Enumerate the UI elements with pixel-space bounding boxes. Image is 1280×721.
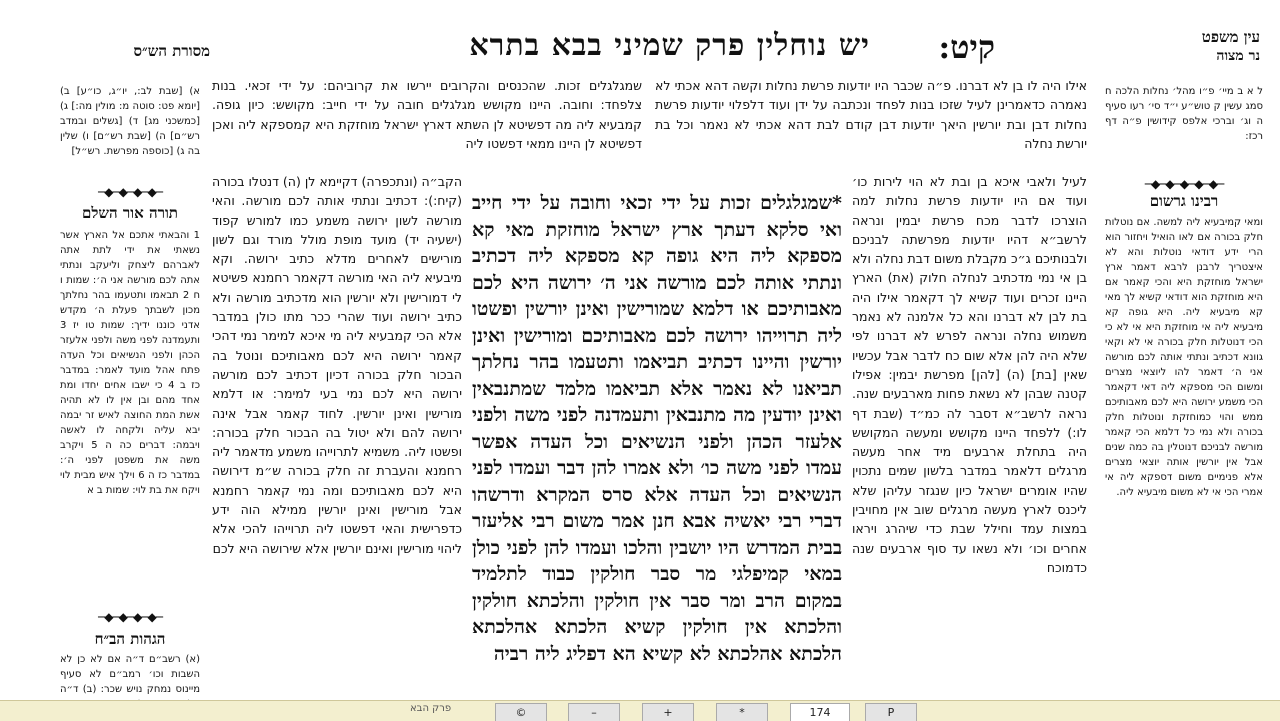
gemara-main-column [472,190,842,700]
tosafot-left-column [212,172,462,700]
page-header-title: יש נוחלין פרק שמיני בבא בתרא [469,28,870,63]
rashi-top-block [655,76,1087,172]
page-number: קיט: [938,28,995,66]
rashi-right-text: לעיל ולאבי איכא בן ובת לא הוי לירות כו׳ ועוד אם היו יודעות פרשת נחלות למה הוצרכו לדבר מכח פרשת יבמין ונראה לרשב״א דהיו יודעות מפרשתה לבניכם ולבנותיכם ג״כ מקבלת משום דבת נחלה ולא בן אי נמי מדכתיב לנחלה חלוק (את) הארץ היינו זכרים ועוד קשיא לך דקאמר אילו היה בת לבן לא דברנו והא כל אלמנה לא נאמר משמוש נחלה ונראה לפרש לא דברנו לפי שלא היה להן אלא שום כח לדבר אבל עכשיו שאין [בת] (ה) [להן] מפרשת יבמין: אפילו קטנה שבהן לא נשאת פחות מארבעים שנה. נראה לרשב״א דסבר לה כמ״ד (שבת דף לו:) ללפחד היינו מקושש ומעשה המקושש היה בתחלת ארבעים מיד אחר מעשה מרגלים דלאמר במדבר בלשון שמים נתכוין שהיו אומרים ישראל כיון שנגזר עליהן שלא ליכנס לארץ מעשה מרגלים שוב אין מחויבין במצות עמד וחילל שבת כדי שיהרג ויראו אחרים וכו׳ ולא נשאו עד סוף ארבעים שנה כדמוכח [852,174,1087,575]
masoret-text: א) [שבת לב:, יו״ג, כו״ע] ב) [יומא פט: סוטה מ: מולין מה:] ג) [כמשכני מג] ד) [גשלים ובמדב רש״ם] ה) [שבת רש״ם] ו) שלין בה ג) [כוספה מפרשת. רש״ל] [60,86,200,157]
hagahot-column [60,652,200,700]
tosafot-main-text: הקב״ה (ונתכפרה) דקיימא לן (ה) דנטלו בכורה (קיח:): דכתיב ונתתי אותה לכם מורשה. והאי מורשה לשון ירושה משמע כמו למורש קפוד (ישעיה יד) מועד מופת מולל מורד וגם לשון מורישים לאחרים מדלא כתיב ירושה. וקא מיבעיא ליה האי מורשה דקאמר רחמנא פשיטא לי דמורישין ולא יורשין הוא מדכתיב מורשה ולא כתיב ירושה ועוד שהרי ככר מתו כולן במדבר אלא הכי קמבעיא ליה מי איכא למימר נמי דהכי קאמר ירושה היא לכם מאבותיכם ונוטל בה הבכור חלק בכורה דכיון דכתיב לכם מורשה ירושה היא לכם נמי בעי למימר: או דלמא מורישין ואינן יורשין. לחוד קאמר אבל אינה ירושה להם ולא יטול בה הבכור חלק בכורה: ופשטו ליה. משמיא לתרוייהו משמע מדאמר ליה רחמנא והעברת זה חלק בכורה ש״מ דירושה היא לכם מאבותיכם ומה נמי קאמר רחמנא אבל מורישין ואינן יורשין ממילא הוה ידע כדפרישית והאי דפשטו ליה תרוייהו להכי אלא ליהוי מורישין ואינם יורשין אלא שירושה היא לכם [212,174,462,556]
rashi-top-text: אילו היה לו בן לא דברנו. פ״ה שכבר היו יודעות פרשת נחלות וקשה דהא אכתי לא נאמרה כדאמרינן לעיל שזכו בנות לפחד ונכתבה על ידן ועוד דלפלוי יודעות פרשת נחלות דבן ובת יורשין היאך יודעות דבן קודם לבת דהא אכתי לא נאמר וכל בת יורשת נחלה [655,78,1087,151]
ornament-divider: ─◆─◆─◆─◆─◆─ [1144,177,1224,191]
masoret-column [60,84,200,179]
hagahot-text: (א) רשב״ם ד״ה אם לא כן לא השבות וכו׳ רמב״ם לא סעיף מיינוס נמחק נויש שכר: (ב) ד״ה [60,654,200,695]
zoom-in-button[interactable]: + [642,703,694,721]
gemara-main-text: *שמגלגלים זכות על ידי זכאי וחובה על ידי חייב ואי סלקא דעתך ארץ ישראל מוחזקת מאי קא מספקא ליה היא גופה קא מספקא ליה דכתיב ונתתי אותה לכם מורשה אני ה׳ ירושה היא לכם מאבותיכם או דלמא שמורישין ואינן יורשין ופשטו ליה תרוייהו ירושה לכם מאבותיכם ומורישין ואינן יורשין והיינו דכתיב תביאמו ותטעמו בהר נחלתך תביאנו לא נאמר אלא תביאמו מלמד שמתנבאין ואינן יודעין מה מתנבאין ותעמדנה לפני משה ולפני אלעזר הכהן ולפני הנשיאים וכל העדה אפשר עמדו לפני משה כו׳ ולא אמרו להן דבר ועמדו לפני הנשיאים וכל העדה אלא סרס המקרא ודרשהו דברי רבי יאשיה אבא חנן אמר משום רבי אליעזר בבית המדרש היו יושבין והלכו ועמדו להן לפני כולן במאי קמיפלגי מר סבר חולקין כבוד לתלמיד במקום הרב ומר סבר אין חולקין והלכתא חולקין והלכתא אין חולקין קשיא הלכתא אהלכתא הלכתא אהלכתא לא קשיא הא דפליג ליה רביה [472,192,842,665]
ner-mitzvah-heading: נר מצוה [1216,48,1260,64]
copyright-button[interactable]: © [495,703,547,721]
torah-or-heading: תורה אור השלם [82,204,178,222]
torah-or-text: 1 והבאתי אתכם אל הארץ אשר נשאתי את ידי לתת אתה לאברהם ליצחק וליעקב ונתתי אתה לכם מורשה אני ה׳: שמות ו ח 2 תבאמו ותטעמו בהר נחלתך מכון לשבתך פעלת ה׳ מקדש אדני כוננו ידיך: שמות טו יז 3 ותעמדנה לפני משה ולפני אלעזר הכהן ולפני הנשיאים וכל העדה פתח אהל מועד לאמר: במדבר כז ב 4 כי ישבו אחים יחדו ומת אחד מהם ובן אין לו לא תהיה אשת המת החוצה לאיש זר יבמה יבא עליה ולקחה לו לאשה ויבמה: דברים כה ה 5 ויקרב משה את משפטן לפני ה׳: במדבר כז ה 6 וילך איש מבית לוי ויקח את בת לוי: שמות ב א [60,230,201,496]
next-chapter-label[interactable]: פרק הבא [410,703,452,714]
ornament-divider: ─◆─◆─◆─◆─ [97,610,163,624]
bottom-toolbar [0,700,1280,721]
tosafot-top-block [212,76,642,172]
masoret-hashas-heading: מסורת הש״ס [133,42,210,60]
zoom-out-button[interactable]: – [568,703,620,721]
rabbeinu-gershom-heading: רבינו גרשום [1149,192,1219,210]
ein-mishpat-column [1105,84,1263,174]
rabbeinu-gershom-text: ומאי קמיבעיא ליה למשה. אם נוטלות חלק בכורה אם לאו הואיל ויחזור הוא הרי ידע דודאי נוטלות והא לא איצטריך לרבנן לרבא דאמר ארץ ישראל מוחזקת היא והכי קאמר אם היא מוחזקת הוא דודאי קשיא לך מאי קא מיבעיא ליה. היא גופה קא מיבעיא ליה אי מוחזקת היא אי לא כי הכי דנוטלות חלק בכורה אי לא וקאי גוונא דכתיב ונתתי אותה לכם מורשה אני ה׳ דאמר להו ליוצאי מצרים ומשום הכי מספקא ליה דאי דקאמר הכי משמע ירושה היא לכם מאבותיכם ממש והוי כמוחזקת ונוטלות חלק בכורה ולא נמי כל דלמא הכי קאמר מורשה לבניכם דנוטלין בה כמה שנים אבל אין יורשין אותה יוצאי מצרים אלא פנימיים משום דספקא ליה אי אמרי הכי אי לא משום מיבעיא ליה. [1105,217,1263,498]
torah-or-column [60,228,200,598]
print-button[interactable]: P [865,703,917,721]
ein-mishpat-text: ל א ב מיי׳ פ״ו מהל׳ נחלות הלכה ח סמג עשין ק טוש״ע י״ד סי׳ רעו סעיף ה וג׳ וברכי אלפס קידושין פ״ה דף רכז: [1105,86,1263,142]
rabbeinu-gershom-column [1105,215,1263,700]
page-number-input[interactable]: 174 [790,703,850,721]
ornament-divider: ─◆─◆─◆─◆─ [97,185,163,199]
hagahot-heading: הגהות הב״ח [94,630,166,648]
tosafot-top-text: שמגלגלים זכות. שהכנסים והקרובים יירשו את קרוביהם: על ידי זכאי. בנות צלפחד: וחובה. היינו מקושש מגלגלים חובה על ידי חייב: מקושש: כיון גופה. קמבעיא ליה מה דפשיטא לן השתא דארץ ישראל מוחזקת היא קמספקא ליה ואכן דפשיטא לן היינו ממאי דפשטו ליה [212,78,642,151]
rashi-right-column [852,172,1087,700]
bookmark-button[interactable]: * [716,703,768,721]
ein-mishpat-heading: עין משפט [1201,28,1260,46]
